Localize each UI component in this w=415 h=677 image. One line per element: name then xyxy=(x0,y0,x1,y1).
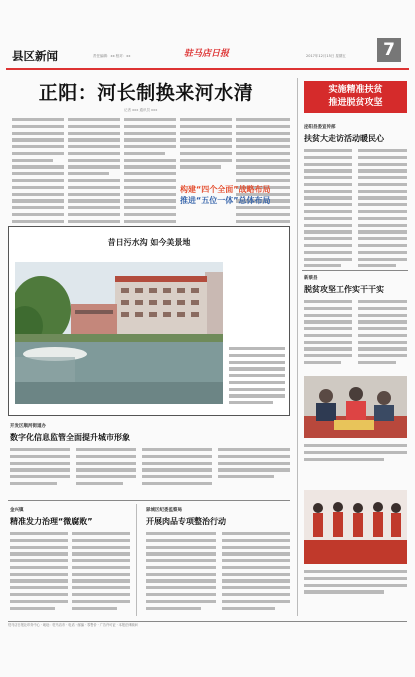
text-column xyxy=(358,300,407,368)
sidebar-story2-kicker: 新蔡县 xyxy=(304,276,318,281)
slogan-banner xyxy=(180,184,290,206)
main-headline: 正阳：河长制换来河水清 xyxy=(38,82,254,104)
story3-title: 开展肉品专项整治行动 xyxy=(146,517,226,526)
sidebar-photo-2 xyxy=(304,490,407,564)
photo-feature xyxy=(8,226,290,416)
text-column xyxy=(236,118,290,240)
text-column xyxy=(72,532,130,613)
slogan-line-2: 推进“五位一体”总体布局 xyxy=(180,196,271,205)
text-column xyxy=(218,448,290,482)
sidebar-divider xyxy=(297,78,298,616)
text-column xyxy=(12,118,64,240)
text-column xyxy=(222,532,290,613)
page-footer: 驻马店日报社印务中心 · 地址：驻马店市 · 电话 · 邮编 · 零售价 · 广告许可证 · 本报法律顾问 xyxy=(8,621,407,633)
page-number: 7 xyxy=(377,38,401,62)
text-column xyxy=(180,118,232,172)
main-byline: 记者 xxx 通讯员 xxx xyxy=(124,108,158,112)
text-column xyxy=(68,118,120,240)
photo-text xyxy=(229,347,285,408)
feature-red-box xyxy=(304,81,407,113)
text-column xyxy=(124,118,176,240)
text-column xyxy=(146,532,216,613)
story1-kicker: 开发区顺河街道办 xyxy=(10,424,46,429)
text-column xyxy=(10,532,68,613)
photo-caption-text xyxy=(304,570,407,597)
story3-kicker: 驿城区纪委监察局 xyxy=(146,508,182,513)
page-header xyxy=(6,40,409,70)
text-column xyxy=(10,448,70,489)
column-divider xyxy=(136,504,137,616)
text-column xyxy=(76,448,136,489)
performers-photo-image xyxy=(304,490,407,564)
slogan-line-1: 构建“四个全面”战略布局 xyxy=(180,185,271,194)
sidebar-story1-kicker: 泌阳县委宣传部 xyxy=(304,125,336,130)
issue-date: 2017年12月15日 星期五 xyxy=(306,54,346,58)
sidebar-story1-title: 扶贫大走访活动暖民心 xyxy=(304,134,384,143)
volunteers-photo-image xyxy=(304,376,407,438)
photo-caption: 昔日污水沟 如今美景地 xyxy=(107,238,191,247)
story2-title: 精准发力治理“微腐败” xyxy=(10,517,93,526)
text-column xyxy=(358,149,407,271)
red-box-line-2: 推进脱贫攻坚 xyxy=(328,98,383,108)
header-meta: 责任编辑：xx 校对：xx xyxy=(93,54,131,58)
sidebar-story2-title: 脱贫攻坚工作实干干实 xyxy=(304,285,384,294)
photo-caption-text xyxy=(304,444,407,464)
story1-title: 数字化信息监管全面提升城市形象 xyxy=(10,433,130,442)
divider xyxy=(302,270,408,271)
text-column xyxy=(304,300,352,368)
sidebar-photo-1 xyxy=(304,376,407,438)
story2-kicker: 金兴镇 xyxy=(10,508,24,513)
river-scene-image xyxy=(15,262,223,404)
red-box-line-1: 实施精准扶贫 xyxy=(328,85,383,95)
text-column xyxy=(304,149,352,271)
river-photo xyxy=(15,262,223,404)
divider xyxy=(8,500,290,501)
text-column xyxy=(142,448,212,489)
section-title: 县区新闻 xyxy=(12,49,58,63)
newspaper-logo: 驻马店日报 xyxy=(184,49,230,59)
